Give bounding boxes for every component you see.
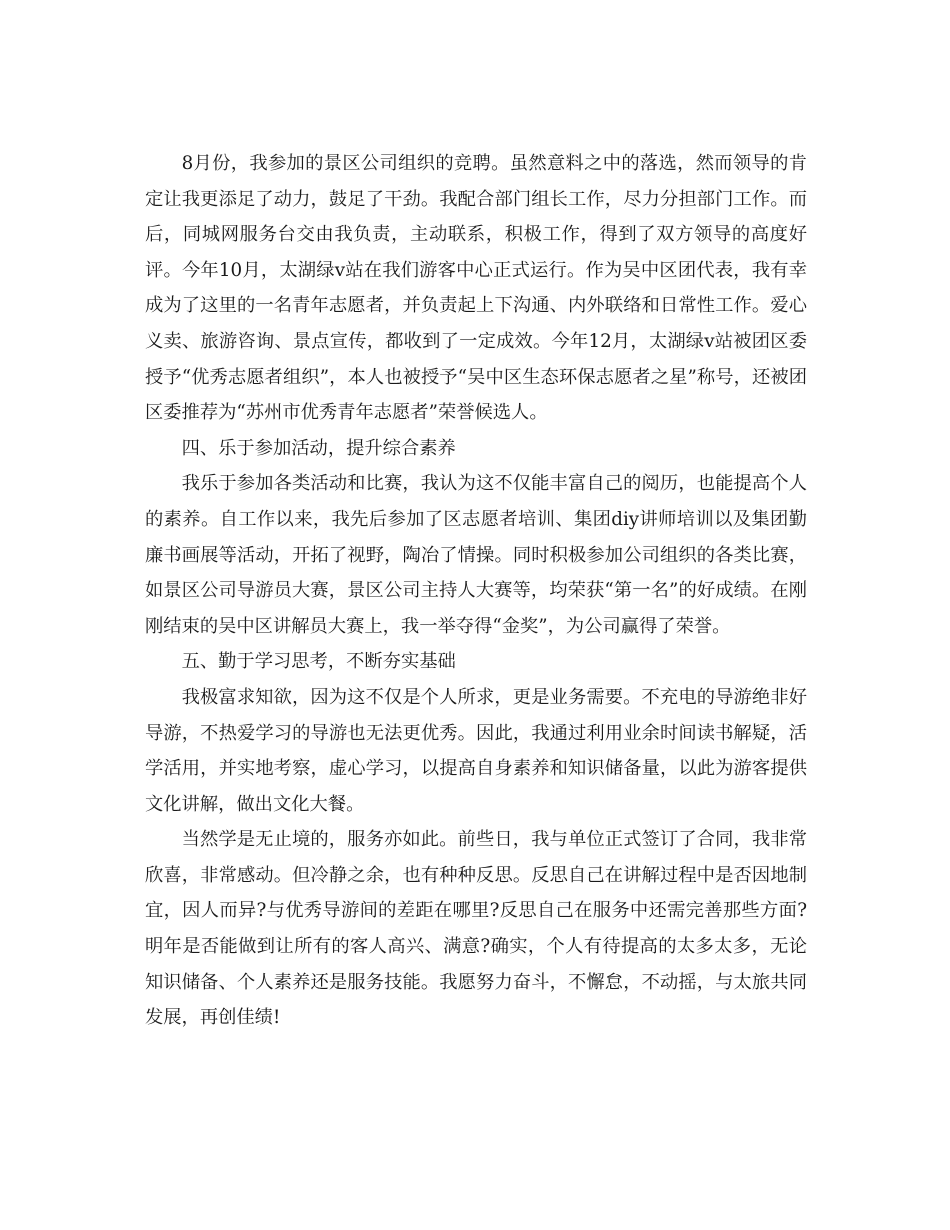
paragraph-learning: 我极富求知欲，因为这不仅是个人所求，更是业务需要。不充电的导游绝非好导游，不热爱学习的导游也无法更优秀。因此，我通过利用业余时间读书解疑，活学活用，并实地考察，虚心学习，以提高自身素养和知识储备量，以此为游客提供文化讲解，做出文化大餐。 [145, 686, 807, 815]
section-heading-activities: 四、乐于参加活动，提升综合素养 [181, 437, 456, 459]
paragraph-competition-volunteer: 8月份，我参加的景区公司组织的竞聘。虽然意料之中的落选，然而领导的肯定让我更添足了动力，鼓足了干劲。我配合部门组长工作，尽力分担部门工作。而后，同城网服务台交由我负责，主动联系，积极工作，得到了双方领导的高度好评。今年10月，太湖绿v站在我们游客中心正式运行。作为吴中区团代表，我有幸成为了这里的一名青年志愿者，并负责起上下沟通、内外联络和日常性工作。爱心义卖、旅游咨询、景点宣传，都收到了一定成效。今年12月，太湖绿v站被团区委授予“优秀志愿者组织”，本人也被授予“吴中区生态环保志愿者之星”称号，还被团区委推荐为“苏州市优秀青年志愿者”荣誉候选人。 [145, 153, 807, 424]
paragraph-activities: 我乐于参加各类活动和比赛，我认为这不仅能丰富自己的阅历，也能提高个人的素养。自工作以来，我先后参加了区志愿者培训、集团diy讲师培训以及集团勤廉书画展等活动，开拓了视野，陶冶了情操。同时积极参加公司组织的各类比赛，如景区公司导游员大赛，景区公司主持人大赛等，均荣获“第一名”的好成绩。在刚刚结束的吴中区讲解员大赛上，我一举夺得“金奖”，为公司赢得了荣誉。 [145, 473, 807, 637]
section-heading-learning: 五、勤于学习思考，不断夯实基础 [181, 651, 456, 673]
document-body [145, 146, 807, 1036]
paragraph-reflection: 当然学是无止境的，服务亦如此。前些日，我与单位正式签订了合同，我非常欣喜，非常感动。但冷静之余，也有种种反思。反思自己在讲解过程中是否因地制宜，因人而异?与优秀导游间的差距在哪里?反思自己在服务中还需完善那些方面?明年是否能做到让所有的客人高兴、满意?确实，个人有待提高的太多太多，无论知识储备、个人素养还是服务技能。我愿努力奋斗，不懈怠，不动摇，与太旅共同发展，再创佳绩! [145, 829, 807, 1029]
